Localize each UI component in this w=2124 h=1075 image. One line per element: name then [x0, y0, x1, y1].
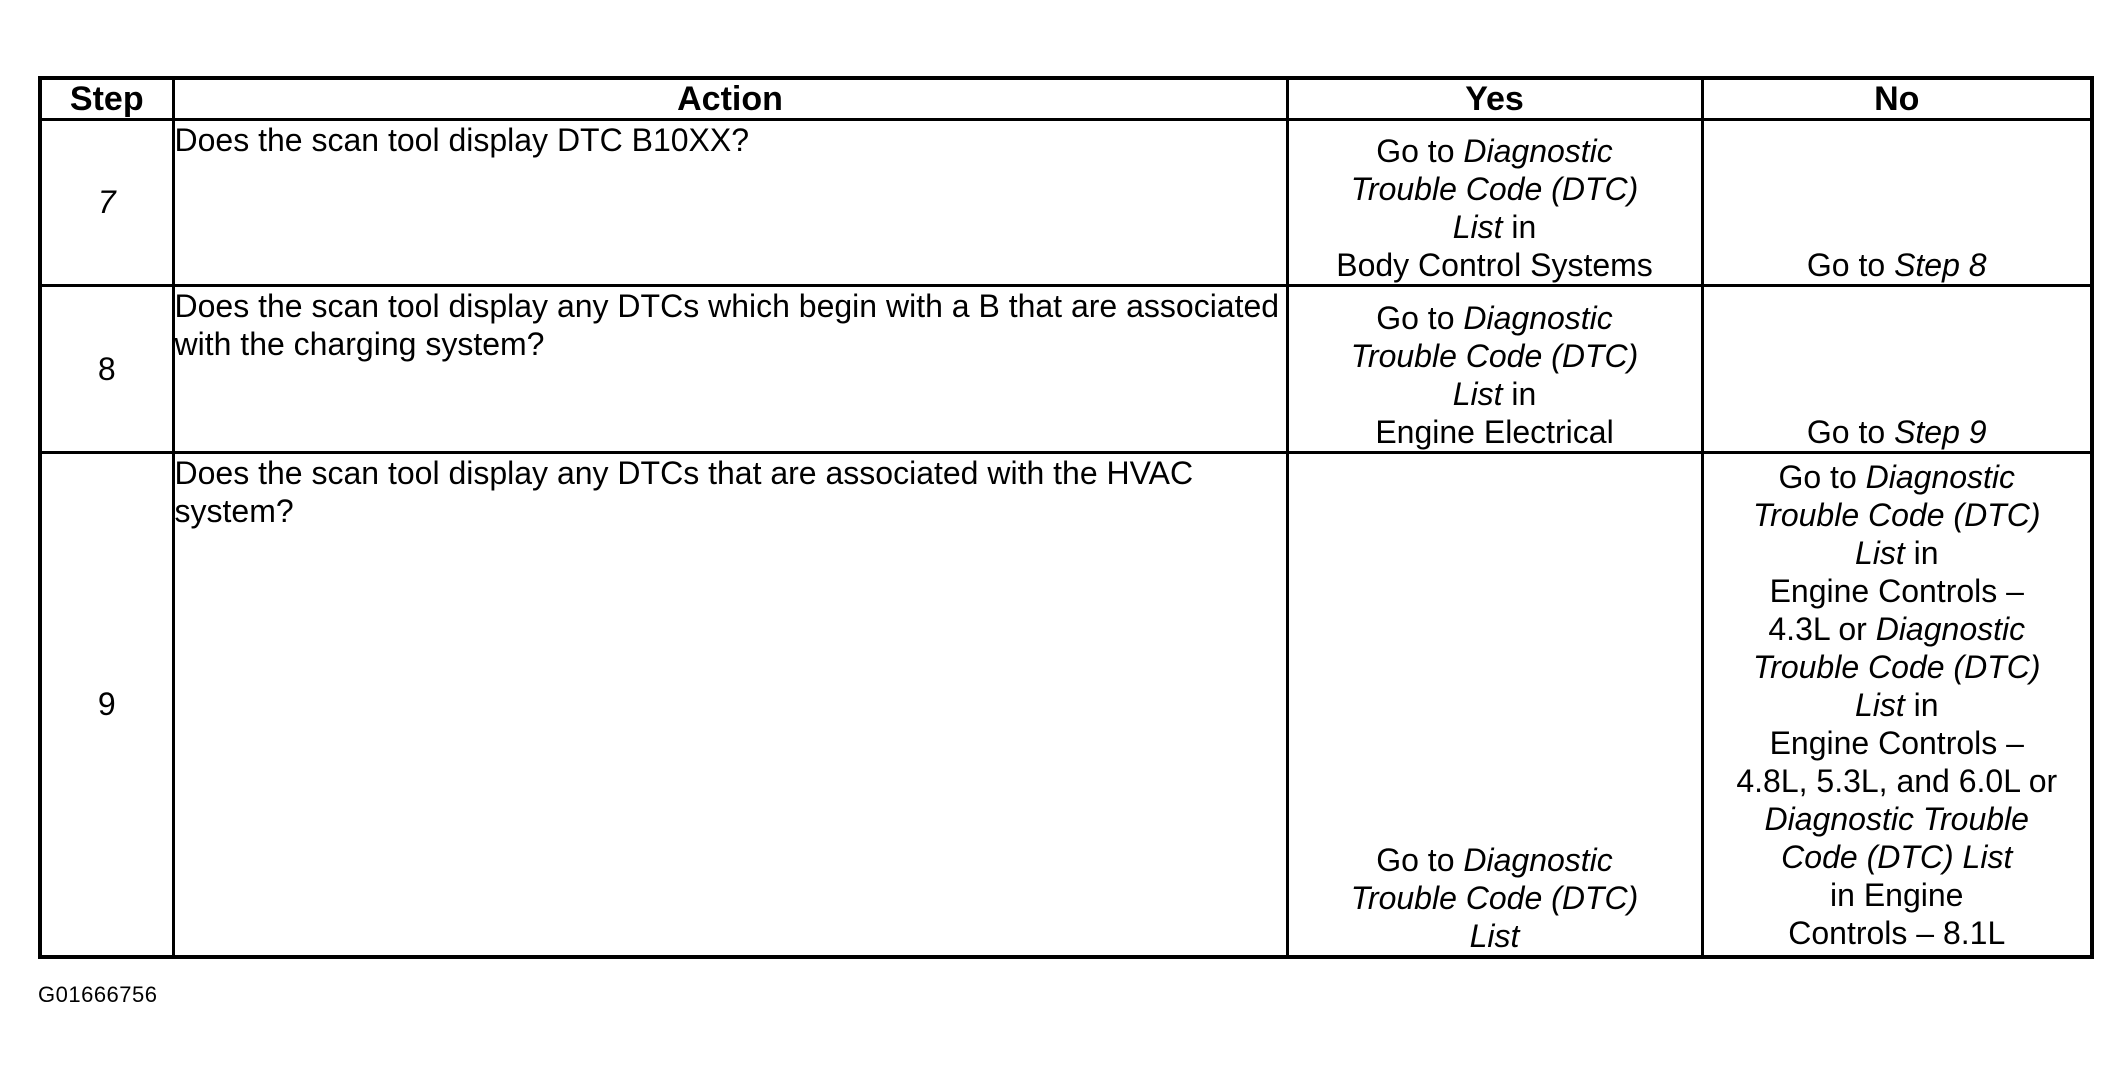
step-number: 7: [40, 120, 173, 286]
action-question: Does the scan tool display any DTCs that are associated with the HVAC system?: [173, 452, 1287, 957]
header-no: No: [1702, 78, 2092, 120]
table-row-step-7: [40, 120, 2092, 286]
header-action: Action: [173, 78, 1287, 120]
action-question: Does the scan tool display any DTCs which begin with a B that are associated with the charging system?: [173, 286, 1287, 452]
yes-result: Go to Diagnostic Trouble Code (DTC) List in Engine Electrical: [1287, 286, 1702, 452]
figure-id: G01666756: [38, 982, 158, 1007]
table-row-step-8: [40, 286, 2092, 452]
no-result: Go to Diagnostic Trouble Code (DTC) List in Engine Controls – 4.3L or Diagnostic Trouble Code (DTC) List in Engine Controls – 4.8L, 5.3L, and 6.0L or Diagnostic Trouble Code (DTC) List in Engine Controls – 8.1L: [1702, 452, 2092, 957]
header-yes: Yes: [1287, 78, 1702, 120]
no-result: Go to Step 9: [1702, 286, 2092, 452]
yes-result: Go to Diagnostic Trouble Code (DTC) List in Body Control Systems: [1287, 120, 1702, 286]
diagnostic-table: [38, 76, 2094, 959]
yes-result: Go to Diagnostic Trouble Code (DTC) List: [1287, 452, 1702, 957]
header-step: Step: [40, 78, 173, 120]
step-number: 8: [40, 286, 173, 452]
table-row-step-9: [40, 452, 2092, 957]
header-row: [40, 78, 2092, 120]
diagnostic-table-container: [38, 76, 2090, 959]
action-question: Does the scan tool display DTC B10XX?: [173, 120, 1287, 286]
no-result: Go to Step 8: [1702, 120, 2092, 286]
step-number: 9: [40, 452, 173, 957]
